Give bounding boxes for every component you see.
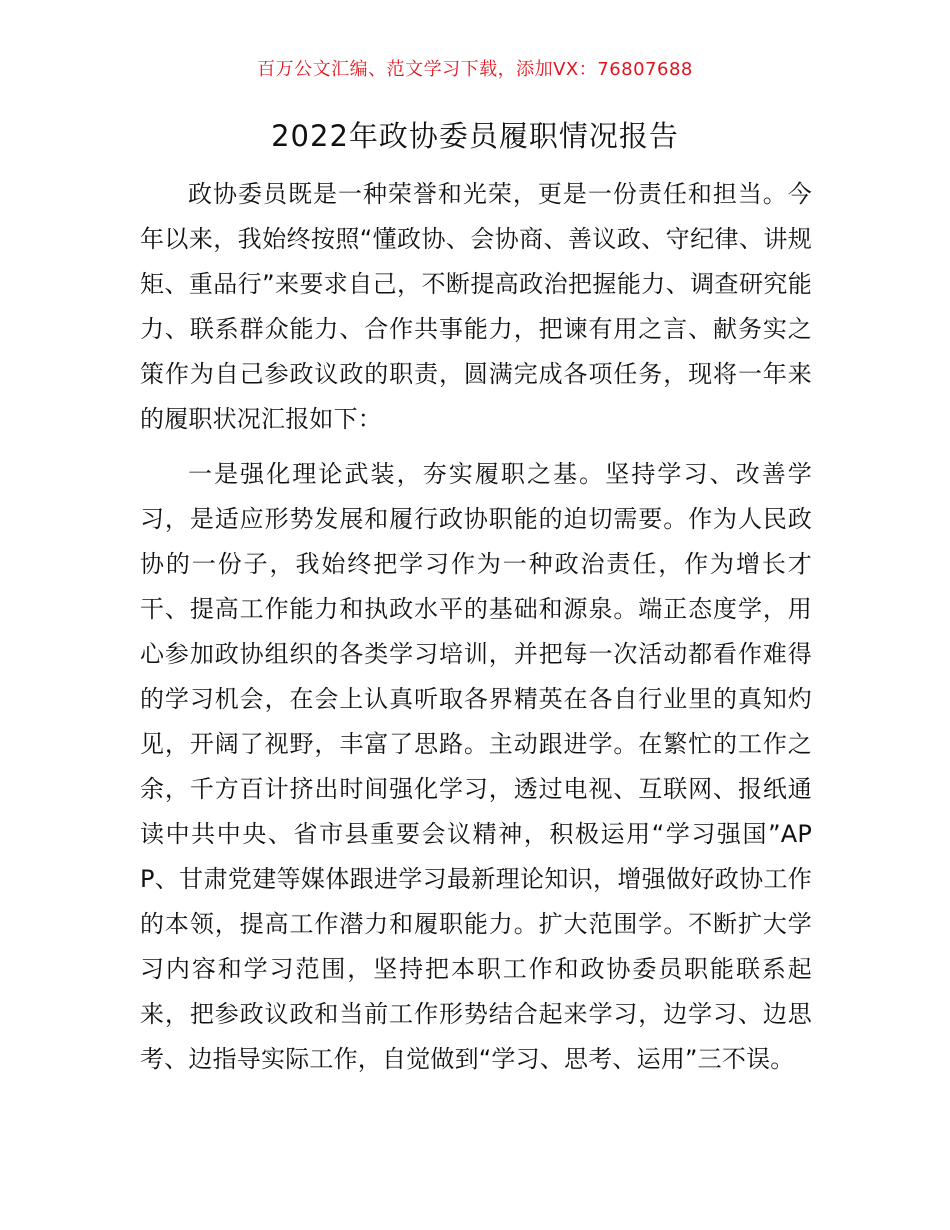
header-note: 百万公文汇编、范文学习下载，添加VX：76807688: [257, 59, 693, 80]
paragraph-intro: 政协委员既是一种荣誉和光荣，更是一份责任和担当。今年以来，我始终按照“懂政协、会协商、善议政、守纪律、讲规矩、重品行”来要求自己，不断提高政治把握能力、调查研究能力、联系群众能力、合作共事能力，把谏有用之言、献务实之策作为自己参政议政的职责，圆满完成各项任务，现将一年来的履职状况汇报如下：: [140, 180, 812, 433]
paragraph-theory-study: 一是强化理论武装，夯实履职之基。坚持学习、改善学习，是适应形势发展和履行政协职能的迫切需要。作为人民政协的一份子，我始终把学习作为一种政治责任，作为增长才干、提高工作能力和执政水平的基础和源泉。端正态度学，用心参加政协组织的各类学习培训，并把每一次活动都看作难得的学习机会，在会上认真听取各界精英在各自行业里的真知灼见，开阔了视野，丰富了思路。主动跟进学。在繁忙的工作之余，千方百计挤出时间强化学习，透过电视、互联网、报纸通读中共中央、省市县重要会议精神，积极运用“学习强国”APP、甘肃党建等媒体跟进学习最新理论知识，增强做好政协工作的本领，提高工作潜力和履职能力。扩大范围学。不断扩大学习内容和学习范围，坚持把本职工作和政协委员职能联系起来，把参政议政和当前工作形势结合起来学习，边学习、边思考、边指导实际工作，自觉做到“学习、思考、运用”三不误。: [140, 460, 812, 1073]
document-title: 2022年政协委员履职情况报告: [271, 119, 679, 153]
document-body: [140, 172, 812, 1092]
